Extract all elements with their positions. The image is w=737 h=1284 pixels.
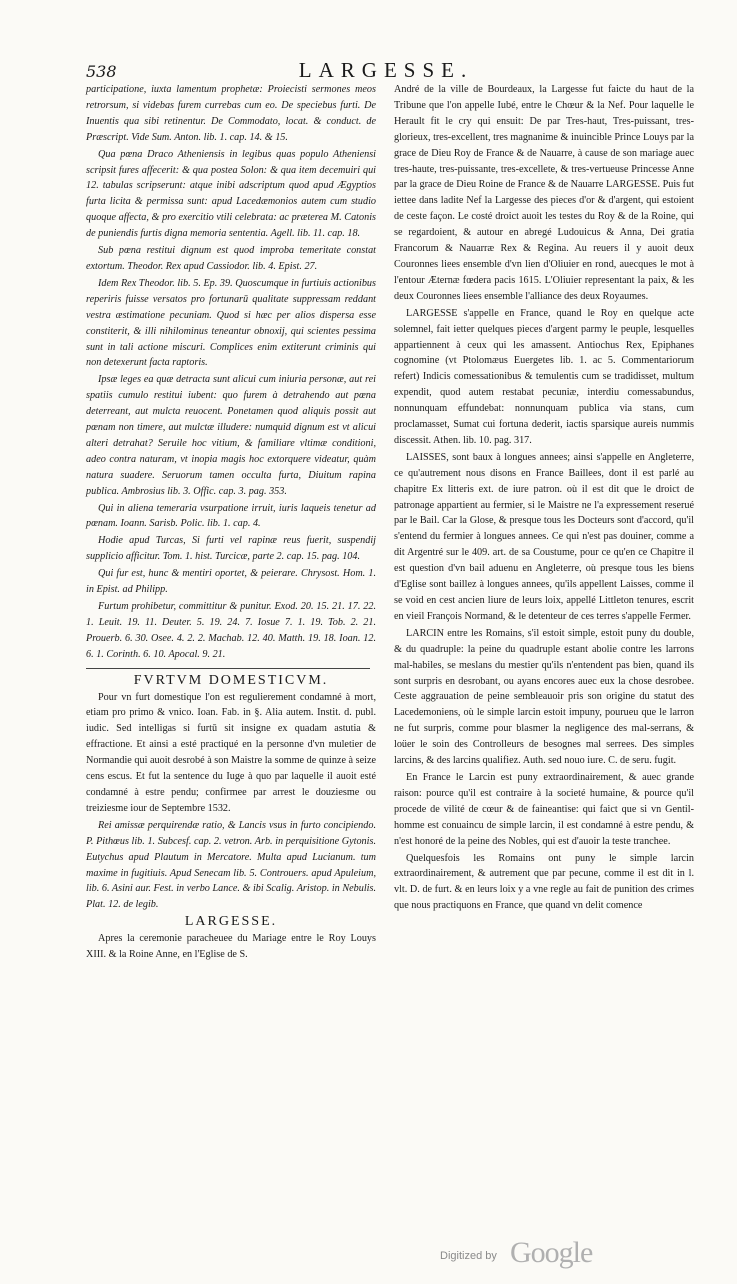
paragraph: Hodie apud Turcas, Si furti vel rapinæ reus fuerit, suspendij supplicio afficitur. Tom. 1. hist. Turcicæ, parte 2. cap. 15. pag. 104.	[86, 535, 376, 563]
section-divider	[86, 668, 370, 669]
digitized-label: Digitized by	[440, 1250, 497, 1262]
paragraph: Apres la ceremonie paracheuee du Mariage entre le Roy Louys XIII. & la Roine Anne, en l'Eglise de S.	[86, 933, 376, 961]
paragraph: Qua pœna Draco Atheniensis in legibus quas populo Atheniensi scripsit fures affecerit: & qua postea Solon: & qua item decemuiri qui 12. tabulas scripserunt: atque inibi adscriptum quod apud Ægyptios furta licita & permissa sunt: apud Lacedæmonios autem cum studio quoque affecta, & pro exercitio vtili celebrata: ac præterea M. Catonis de puniendis furtis digna memoria sententia. Agell. lib. 11. cap. 18.	[86, 148, 376, 240]
paragraph: LAISSES, sont baux à longues annees; ainsi s'appelle en Angleterre, ce qu'autrement nous disons en France Baillees, dont il est parlé au chapitre Ex litteris ext. de iure patron. où il est dit que le droict de patronage appartient au fermier, si le Maistre ne l'a expressement reserué par le Bail. Car la Glose, & presque tous les Docteurs sont d'accord, qu'il s'entend du fermier à longues annees. Ce qui n'est pas douiner, comme a dit Argentré sur le 409. art. de sa Coustume, pour ce qu'en ce Chapitre il est question d'vn bail aduenu en Angleterre, où presque tous les biens d'Eglise sont baillez à longues annees, qu'ils appellent Laisses, comme il se void en cest ancien liure de leurs loix, appellé Littleton tenures, escrit en vieil François Normand, & le detenteur de ces terres s'appelle Fermer.	[394, 451, 694, 622]
paragraph: Quelquesfois les Romains ont puny le simple larcin extraordinairement, & autrement que par pecune, comme il est dit in l. vlt. D. de furt. & en leurs loix y a vne regle au fait de punition des crimes que nous practiquons en France, que quand vn delit comence	[394, 852, 694, 912]
paragraph: Qui fur est, hunc & mentiri oportet, & peierare. Chrysost. Hom. 1. in Epist. ad Philipp.	[86, 568, 376, 596]
section-heading: FVRTVM DOMESTICVM.	[133, 672, 329, 688]
right-column	[394, 82, 694, 915]
running-header	[86, 58, 686, 84]
page-number: 538	[86, 62, 117, 81]
paragraph: Idem Rex Theodor. lib. 5. Ep. 39. Quoscumque in furtiuis actionibus reperiris fuisse versatos pro fortunarū qualitate suppressam reddant vestra æstimatione pecuniam. Quod si hæc per alios dispersa esse constiterit, & illi nihilominus teneantur obnoxij, qui scientes pessima sunt in tali actione miscuri. Complices enim extiterunt criminis qui non detexerunt facta raptoris.	[86, 277, 376, 369]
running-title: LARGESSE.	[298, 58, 474, 82]
paragraph: LARCIN entre les Romains, s'il estoit simple, estoit puny du double, & du quadruple: la peine du quadruple estant abolie contre les larrons mal-habiles, se meslans du mestier qu'ils n'entendent pas bien, quand ils sont surpris en desrobant, ou ayans encores auec eux la chose desrobee. Ceste aggrauation de peine sembleauoir pris son origine du statut des Lacedemoniens, où le simple larcin estoit impuny, pourueu que le larron ne fut surpris, comme pour blasmer la negligence des mal-serrans, & loüer le soin des Controlleurs de besognes mal serrees. Des simples larcins, & des larcins qualifiez. Auth. sed nouo iure. C. de seru. fugit.	[394, 627, 694, 767]
paragraph: Ipsæ leges ea quæ detracta sunt alicui cum iniuria personæ, aut rei spatiis cumulo restitui iubent: quo furem à detrahendo aut pœna deterreant, aut mulcta reuocent. Ponetamen quod aliquis possit aut pœnam non timere, aut mulctæ illudere: numquid dignum est vt alicui alteri detrahat? Seruile hoc vitium, & familiare vltimæ conditioni, adeo contra naturam, vt inopia magis hoc extorquere videatur, quàm natura suadere. Seruorum tamen occulta furta, Diuitum rapina publica. Ambrosius lib. 3. Offic. cap. 3. pag. 353.	[86, 374, 376, 497]
left-column	[86, 82, 376, 964]
digitized-watermark	[440, 1236, 640, 1272]
paragraph: En France le Larcin est puny extraordinairement, & auec grande raison: pource qu'il est contraire à la societé humaine, & pource qu'il procede de vilité de cœur & de faineantise: qui faict que si vn Gentil-homme est conuaincu de simple larcin, il est condamné à estre pendu, & n'est honoré de la peine des Nobles, qui est d'auoir la teste tranchee.	[394, 771, 694, 847]
google-logo: Google	[510, 1236, 593, 1269]
paragraph: Furtum prohibetur, committitur & punitur. Exod. 20. 15. 21. 17. 22. 1. Leuit. 19. 11. Deuter. 5. 19. 24. 7. Iosue 7. 1. 19. Tob. 2. 21. Prouerb. 6. 30. Osee. 4. 2. 2. Machab. 12. 40. Matth. 19. 18. Ioan. 12. 6. 1. Corinth. 6. 10. Apocal. 9. 21.	[86, 601, 376, 660]
paragraph: participatione, iuxta lamentum prophetæ: Proiecisti sermones meos retrorsum, si videbas furem currebas cum eo. De speciebus furti. De Inuentis qua sibi retinentur. De Commodato, locat. & conduct. de Præscript. Vide Sum. Anton. lib. 1. cap. 14. & 15.	[86, 84, 376, 143]
paragraph: Pour vn furt domestique l'on est regulierement condamné à mort, etiam pro primo & vnico. Ioan. Fab. in §. Alia autem. Instit. d. publ. iudic. Sed intelligas si furtū sit insigne ex quadam astutia & effractione. Et ainsi a esté practiqué en la personne d'vn muletier de Normandie qui auoit desrobé à son Maistre la somme de quinze à seize cens escus. Et fut la sentence du Iuge à quo par laquelle il auoit esté condamné à estre pendu; confirmee par arrest le douziesme ou treiziesme iour de Septembre 1532.	[86, 691, 376, 814]
paragraph: Qui in aliena temeraria vsurpatione irruit, iuris laqueis tenetur ad pœnam. Ioann. Sarisb. Polic. lib. 1. cap. 4.	[86, 502, 376, 530]
paragraph: LARGESSE s'appelle en France, quand le Roy en quelque acte solemnel, fait ietter quelques pieces d'argent parmy le peuple, lesquelles appartiennent à ceux qui les amassent. Antiochus Rex, Epiphanes cognomine (vt Ptolomæus Euergetes lib. 1. ac 5. Commentariorum refert) Indicis comessationibus & temulentis cum se tradidisset, multum expendit, quod autem restabat pecuniæ, interdiu comessabundus, nonnunquam effundebat: nonnunquam publica via stans, cum proclamasset, Sumat cui fortuna dederit, iactis sparsique aureis nummis discessit. Athen. lib. 10. pag. 317.	[394, 307, 694, 446]
paragraph: André de la ville de Bourdeaux, la Largesse fut faicte du haut de la Tribune que l'on appelle Iubé, entre le Chœur & la Nef. Pour laquelle le Herault fit le cry qui ensuit: De par Tres-haut, Tres-puissant, tres-glorieux, tres-excellent, tres magnanime & inuincible Prince Louys par la grace de Dieu Roy de France & de Nauarre, à cause de son mariage auec tres-haute, tres-puissante, tres-excellete, & tres-vertueuse Princesse Anne par la grace de Dieu Roine de France & de Nauarre LARGESSE. Puis fut iettee dans ladite Nef la Largesse des pieces d'or & d'argent, qui estoient de ceste façon. Le costé droict auoit les testes du Roy & de la Roine, qui se regardoient, & autour en abregé Ludouicus & Anna, Dei gratia Francorum & Nauarræ Rex & Regina. Au reuers il y auoit deux Couronnes liees ensemble d'vn lien d'Oliuier en rond, auecques le mot à l'entour Æternæ fœdera pacis 1615. L'Oliuier representant la paix, & les deux Couronnes liees ensemble l'alliance des deux Royaumes.	[394, 84, 694, 302]
paragraph: Rei amissæ perquirendæ ratio, & Lancis vsus in furto concipiendo. P. Pithœus lib. 1. Subcesf. cap. 2. vetron. Arb. in perquisitione Gytonis. Eutychus apud Plautum in Mercatore. Multa apud Lucianum. tum maxime in fugitiuis. Apud Senecam lib. 5. Controuers. apud Apuleium, lib. 6. Asini aur. Fest. in verbo Lance. & ibi Scalig. Aristop. in Nebulis. Plat. 12. de legib.	[86, 819, 376, 911]
paragraph: Sub pœna restitui dignum est quod improba temeritate constat extortum. Theodor. Rex apud Cassiodor. lib. 4. Epist. 27.	[86, 245, 376, 272]
section-heading: LARGESSE.	[184, 914, 278, 930]
